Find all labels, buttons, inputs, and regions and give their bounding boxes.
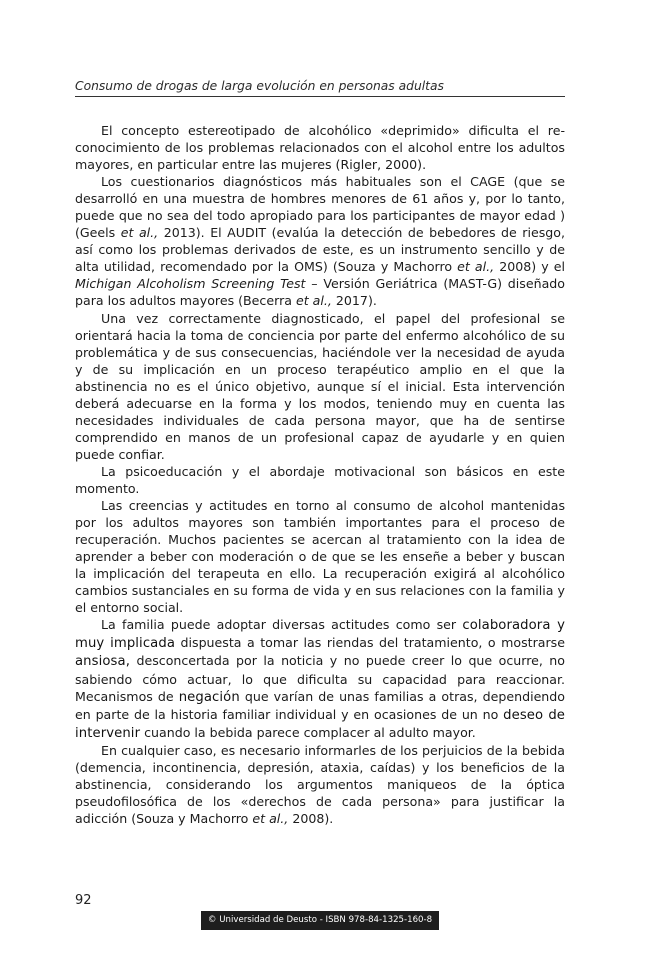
keyword-highlight: negación (178, 689, 240, 705)
paragraph-5 (75, 497, 565, 616)
text-run: El concepto estereotipado de alcohólico «deprimido» dificulta el reconocimiento de los problemas relacionados con el alcohol entre los adultos mayores, en particular entre las mujeres (Rigler, 2000). (75, 123, 565, 173)
text-run: En cualquier caso, es necesario informarles de los perjuicios de la bebida (demencia, incontinencia, depresión, ataxia, caídas) y los beneficios de la abstinencia, considerando los argumentos maniqueos de la óptica pseudofilosófica de los «derechos de cada persona» para justificar la adicción (Souza y Machorro (75, 742, 565, 826)
paragraph-1 (75, 122, 565, 173)
test-title: Michigan Alcoholism Screening Test (75, 276, 306, 292)
copyright-banner: © Universidad de Deusto - ISBN 978-84-1325-160-8 (201, 911, 439, 930)
text-run: La familia puede adoptar diversas actitudes como ser (101, 617, 463, 633)
citation-et-al: et al., (457, 259, 495, 275)
paragraph-2 (75, 173, 565, 309)
citation-et-al: et al., (120, 225, 159, 241)
text-run: La psicoeducación y el abordaje motivacional son básicos en este momento. (75, 463, 565, 496)
text-run: cuando la bebida parece complacer al adulto mayor. (140, 724, 476, 740)
text-run: 2013). El AUDIT (evalúa la detección de bebedores de riesgo, así como los problemas derivados de este, es un instrumento sencillo y de alta utilidad, recomendado por la OMS) (Souza y Machorro (75, 225, 565, 275)
text-run: – Versión Geriátrica (MAST-G) diseñado para los adultos mayores (Becerra (75, 276, 565, 309)
text-run: Los cuestionarios diagnósticos más habituales son el CAGE (que se desarrolló en una muestra de hombres menores de 61 años y, por lo tanto, puede que no sea del todo apropiado para los participantes de mayor edad ) (Geels (75, 174, 565, 241)
text-run: 2008) y el (494, 259, 565, 275)
paragraph-6 (75, 616, 565, 741)
text-run: desconcertada por la noticia y no puede creer lo que ocurre, no sabiendo cómo actuar, lo que dificulta su capacidad para reaccionar. Mecanismos de (75, 653, 565, 704)
text-run: 2008). (288, 810, 334, 826)
text-run: que varían de unas familias a otras, dependiendo en parte de la historia familiar individual y en ocasiones de un no (75, 688, 565, 722)
header-rule (75, 96, 565, 97)
keyword-highlight: colaboradora y muy implicada (75, 618, 565, 652)
paragraph-3 (75, 310, 565, 463)
paragraph-4 (75, 463, 565, 497)
citation-et-al: et al., (295, 293, 332, 309)
text-run: Las creencias y actitudes en torno al consumo de alcohol mantenidas por los adultos mayores son también importantes para el proceso de recuperación. Muchos pacientes se acercan al tratamiento con la idea de aprender a beber con moderación o de que se les enseñe a beber y buscan la implicación del terapeuta en ello. La recuperación exigirá al alcohólico cambios sustanciales en su forma de vida y en sus relaciones con la familia y el entorno social. (75, 498, 565, 616)
keyword-highlight: deseo de intervenir (75, 707, 566, 741)
running-header: Consumo de drogas de larga evolución en personas adultas (75, 79, 444, 93)
body-text (75, 122, 565, 827)
text-run: 2017). (331, 293, 377, 309)
keyword-highlight: ansiosa, (75, 654, 130, 670)
text-run: Una vez correctamente diagnosticado, el papel del profesional se orientará hacia la toma de conciencia por parte del enfermo alcohólico de su problemática y de sus consecuencias, haciéndole ver la necesidad de ayuda y de su implicación en un proceso terapéutico amplio en el que la abstinencia no es el único objetivo, aunque sí el inicial. Esta intervención deberá adecuarse en la forma y los modos, teniendo muy en cuenta las necesidades individuales de cada persona mayor, que ha de sentirse comprendido en manos de un profesional capaz de ayudarle y en quien puede confiar. (75, 310, 565, 462)
page-number: 92 (75, 893, 92, 908)
text-run: dispuesta a tomar las riendas del tratamiento, o mostrarse (175, 635, 565, 651)
paragraph-7 (75, 742, 565, 827)
citation-et-al: et al., (252, 810, 289, 826)
